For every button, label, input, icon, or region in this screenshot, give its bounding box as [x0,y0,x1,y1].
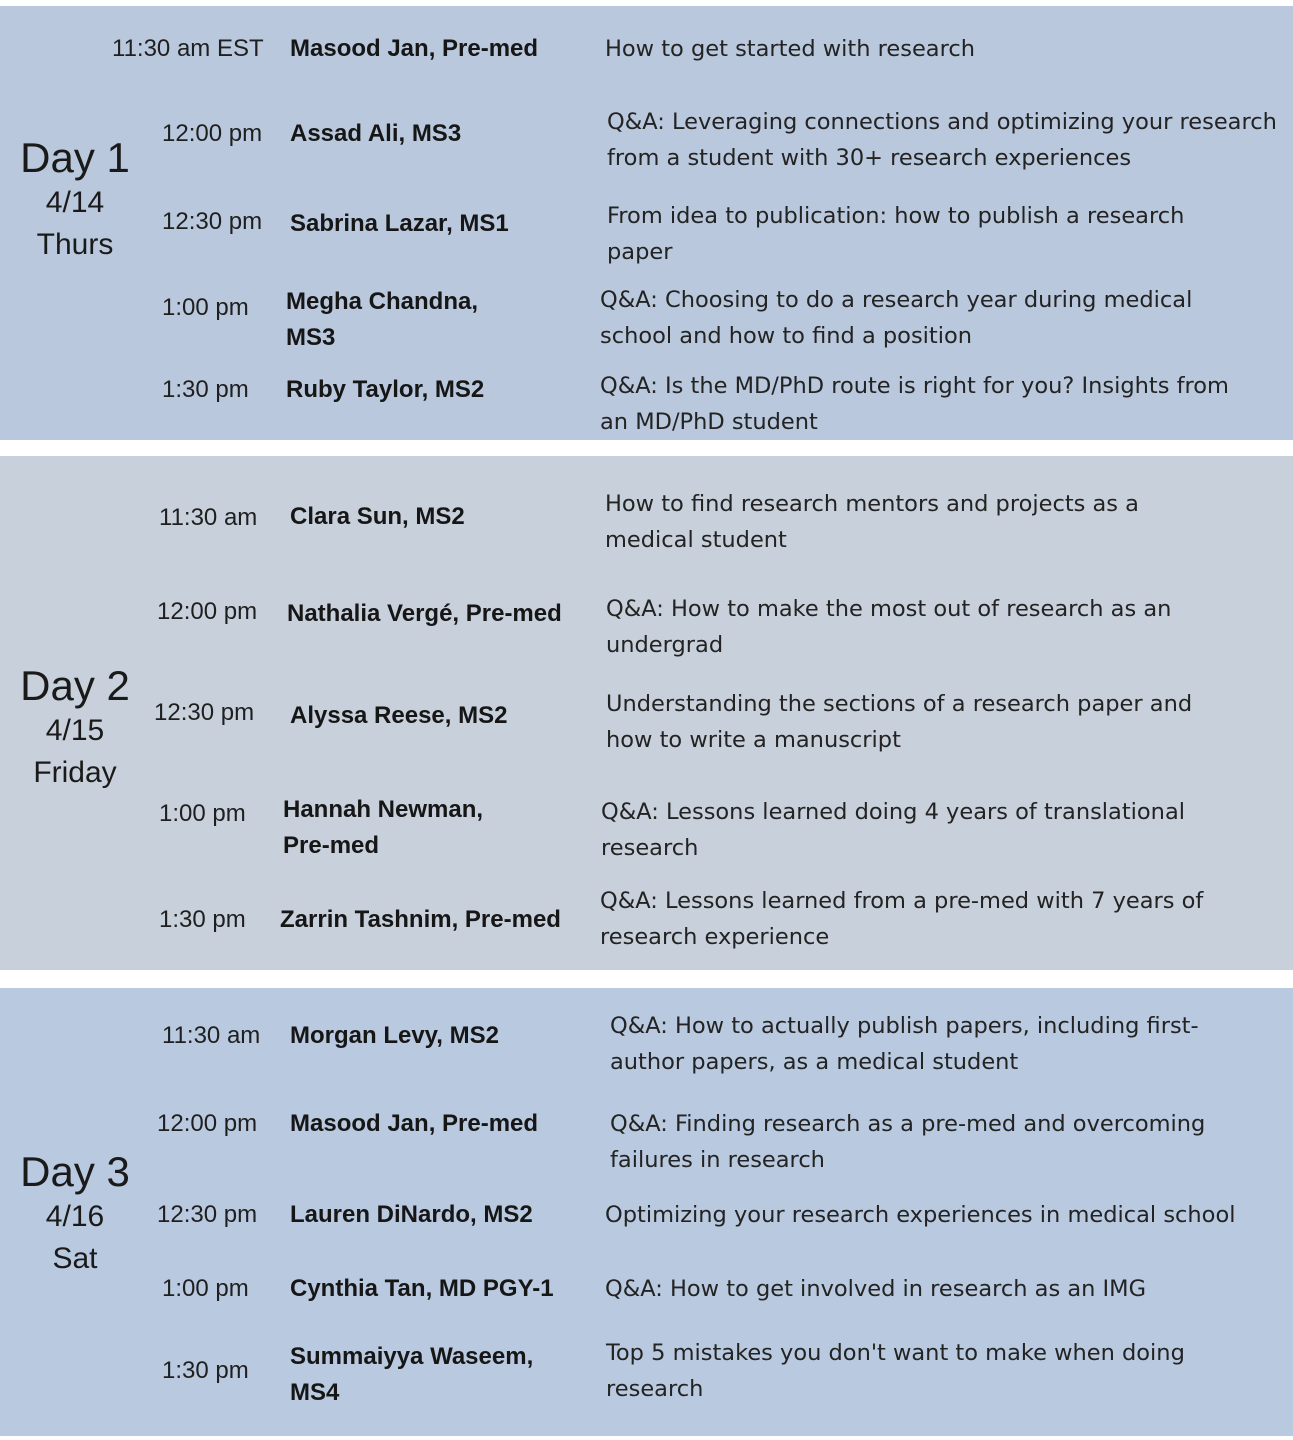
session-speaker: Assad Ali, MS3 [290,120,462,147]
session-speaker: Summaiyya Waseem, MS4 [290,1343,534,1406]
session-speaker: Alyssa Reese, MS2 [290,702,508,729]
session-speaker: Masood Jan, Pre-med [290,1110,539,1137]
session-topic: Q&A: Leveraging connections and optimizing your research from a student with 30+ research experiences [607,109,1277,171]
session-topic: Q&A: Choosing to do a research year during medical school and how to find a position [600,287,1193,349]
day-weekday: Friday [33,756,117,789]
session-time: 1:00 pm [159,800,246,827]
session-topic: Q&A: Is the MD/PhD route is right for you? Insights from an MD/PhD student [600,373,1229,435]
day-3-section [0,988,1293,1436]
session-topic: Q&A: How to get involved in research as an IMG [605,1276,1146,1302]
session-time: 12:00 pm [157,1110,258,1137]
day-date: 4/16 [45,1200,105,1233]
session-time: 1:30 pm [159,906,246,933]
session-speaker: Hannah Newman, Pre-med [283,796,484,859]
day-weekday: Sat [52,1242,98,1275]
session-topic: How to find research mentors and projects as a medical student [605,491,1139,553]
session-time: 12:30 pm [162,208,263,235]
day-title: Day 1 [20,134,130,181]
day-title: Day 2 [20,662,130,709]
session-speaker: Zarrin Tashnim, Pre-med [280,906,561,933]
session-topic: Q&A: Lessons learned from a pre-med with 7 years of research experience [600,888,1204,950]
session-speaker: Ruby Taylor, MS2 [286,376,485,403]
session-speaker: Cynthia Tan, MD PGY-1 [290,1275,554,1302]
session-time: 11:30 am [159,504,258,531]
day-weekday: Thurs [36,228,114,261]
session-time: 12:30 pm [154,699,255,726]
session-time: 1:00 pm [162,294,249,321]
day-1-section [0,6,1293,440]
day-heading [0,134,150,266]
session-topic: How to get started with research [605,36,975,62]
day-heading [0,662,150,794]
session-speaker: Masood Jan, Pre-med [290,35,539,62]
day-date: 4/15 [45,714,105,747]
session-topic: Q&A: Finding research as a pre-med and overcoming failures in research [610,1111,1206,1173]
session-time: 12:00 pm [162,120,263,147]
session-time: 12:00 pm [157,598,258,625]
session-time: 1:30 pm [162,376,249,403]
session-speaker: Nathalia Vergé, Pre-med [287,600,562,627]
session-speaker: Sabrina Lazar, MS1 [290,210,509,237]
day-date: 4/14 [45,186,105,219]
session-speaker: Morgan Levy, MS2 [290,1022,499,1049]
session-topic: Q&A: How to actually publish papers, including first-author papers, as a medical student [610,1013,1199,1075]
day-title: Day 3 [20,1148,130,1195]
session-topic: From idea to publication: how to publish a research paper [607,203,1185,265]
session-speaker: Lauren DiNardo, MS2 [290,1201,533,1228]
day-heading [0,1148,150,1280]
session-topic: Optimizing your research experiences in medical school [605,1202,1236,1228]
session-topic: Q&A: Lessons learned doing 4 years of translational research [601,799,1185,861]
day-2-section [0,456,1293,970]
session-speaker: Megha Chandna, MS3 [286,288,479,351]
session-topic: Top 5 mistakes you don't want to make when doing research [606,1340,1185,1402]
session-topic: Understanding the sections of a research paper and how to write a manuscript [606,691,1193,753]
session-speaker: Clara Sun, MS2 [290,503,465,530]
session-time: 11:30 am [162,1022,261,1049]
session-time: 1:00 pm [162,1275,249,1302]
session-topic: Q&A: How to make the most out of research as an undergrad [606,596,1172,658]
session-time: 1:30 pm [162,1357,249,1384]
session-time: 12:30 pm [157,1201,258,1228]
session-time: 11:30 am EST [112,35,264,62]
